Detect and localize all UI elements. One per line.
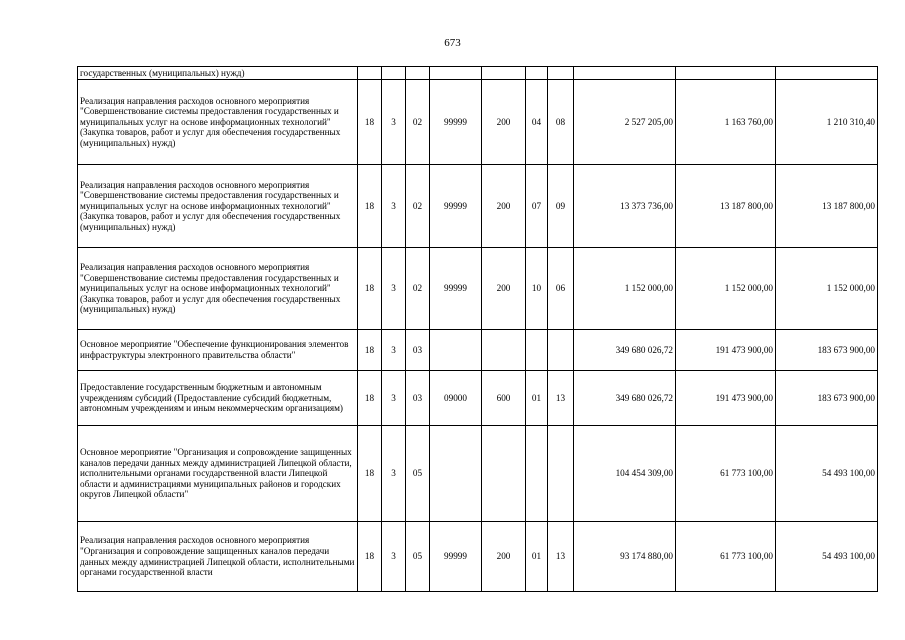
amount-cell: 1 152 000,00: [676, 248, 776, 330]
amount-cell: 349 680 026,72: [574, 371, 676, 426]
amount-cell: 1 163 760,00: [676, 80, 776, 165]
amount-cell: 54 493 100,00: [776, 426, 878, 522]
table-row: [78, 426, 878, 522]
row-name-cell: Основное мероприятие "Организация и сопровождение защищенных каналов передачи данных между администрацией Липецкой области, исполнительными органами государственной власти Липецкой области и администрациями муниципальных районов и городских округов Липецкой области": [78, 426, 358, 522]
code-cell: 3: [382, 371, 406, 426]
code-cell: 04: [526, 80, 548, 165]
amount-cell: 1 210 310,40: [776, 80, 878, 165]
code-cell: 99999: [430, 80, 482, 165]
code-cell: 18: [358, 80, 382, 165]
amount-cell: [574, 67, 676, 80]
code-cell: [548, 330, 574, 371]
code-cell: 18: [358, 426, 382, 522]
amount-cell: 1 152 000,00: [776, 248, 878, 330]
code-cell: 08: [548, 80, 574, 165]
code-cell: 18: [358, 165, 382, 248]
code-cell: 3: [382, 80, 406, 165]
amount-cell: 61 773 100,00: [676, 522, 776, 592]
amount-cell: 13 187 800,00: [676, 165, 776, 248]
amount-cell: 61 773 100,00: [676, 426, 776, 522]
code-cell: 09: [548, 165, 574, 248]
code-cell: 18: [358, 330, 382, 371]
table-row: [78, 330, 878, 371]
code-cell: 600: [482, 371, 526, 426]
row-name-cell: Реализация направления расходов основного мероприятия "Организация и сопровождение защищенных каналов передачи данных между администрацией Липецкой области, исполнительными органами государственной власти: [78, 522, 358, 592]
code-cell: [430, 426, 482, 522]
amount-cell: 54 493 100,00: [776, 522, 878, 592]
code-cell: 3: [382, 165, 406, 248]
amount-cell: 13 373 736,00: [574, 165, 676, 248]
code-cell: 200: [482, 165, 526, 248]
code-cell: [548, 426, 574, 522]
code-cell: [526, 330, 548, 371]
code-cell: 200: [482, 80, 526, 165]
code-cell: [430, 330, 482, 371]
page-number: 673: [444, 37, 461, 49]
table-row: [78, 165, 878, 248]
code-cell: 10: [526, 248, 548, 330]
code-cell: [482, 330, 526, 371]
code-cell: 3: [382, 522, 406, 592]
code-cell: 06: [548, 248, 574, 330]
code-cell: [430, 67, 482, 80]
code-cell: 3: [382, 426, 406, 522]
code-cell: 13: [548, 522, 574, 592]
code-cell: 01: [526, 522, 548, 592]
amount-cell: 13 187 800,00: [776, 165, 878, 248]
table-row: [78, 80, 878, 165]
amount-cell: 1 152 000,00: [574, 248, 676, 330]
code-cell: 200: [482, 248, 526, 330]
row-name-cell: Реализация направления расходов основного мероприятия "Совершенствование системы предоставления государственных и муниципальных услуг на основе информационных технологий" (Закупка товаров, работ и услуг для обеспечения государственных (муниципальных) нужд): [78, 165, 358, 248]
code-cell: 05: [406, 522, 430, 592]
code-cell: 03: [406, 330, 430, 371]
amount-cell: 2 527 205,00: [574, 80, 676, 165]
amount-cell: 104 454 309,00: [574, 426, 676, 522]
code-cell: [358, 67, 382, 80]
table-row: [78, 371, 878, 426]
code-cell: 09000: [430, 371, 482, 426]
code-cell: [526, 426, 548, 522]
table-row: [78, 522, 878, 592]
code-cell: 01: [526, 371, 548, 426]
row-name-cell: Основное мероприятие "Обеспечение функционирования элементов инфраструктуры электронного правительства области": [78, 330, 358, 371]
code-cell: 02: [406, 248, 430, 330]
row-name-cell: Предоставление государственным бюджетным и автономным учреждениям субсидий (Предоставление субсидий бюджетным, автономным учреждениям и иным некоммерческим организациям): [78, 371, 358, 426]
amount-cell: 183 673 900,00: [776, 330, 878, 371]
code-cell: 3: [382, 330, 406, 371]
table-row: [78, 67, 878, 80]
code-cell: [482, 426, 526, 522]
amount-cell: [776, 67, 878, 80]
row-name-cell: Реализация направления расходов основного мероприятия "Совершенствование системы предоставления государственных и муниципальных услуг на основе информационных технологий" (Закупка товаров, работ и услуг для обеспечения государственных (муниципальных) нужд): [78, 248, 358, 330]
code-cell: 03: [406, 371, 430, 426]
row-name-cell: государственных (муниципальных) нужд): [78, 67, 358, 80]
code-cell: 07: [526, 165, 548, 248]
code-cell: 18: [358, 371, 382, 426]
code-cell: 99999: [430, 248, 482, 330]
code-cell: [382, 67, 406, 80]
code-cell: 02: [406, 80, 430, 165]
code-cell: [548, 67, 574, 80]
code-cell: [526, 67, 548, 80]
amount-cell: 93 174 880,00: [574, 522, 676, 592]
amount-cell: 349 680 026,72: [574, 330, 676, 371]
code-cell: 05: [406, 426, 430, 522]
code-cell: 99999: [430, 522, 482, 592]
code-cell: 200: [482, 522, 526, 592]
code-cell: [406, 67, 430, 80]
code-cell: 02: [406, 165, 430, 248]
code-cell: 13: [548, 371, 574, 426]
budget-table: [77, 66, 878, 592]
table-row: [78, 248, 878, 330]
amount-cell: 183 673 900,00: [776, 371, 878, 426]
row-name-cell: Реализация направления расходов основного мероприятия "Совершенствование системы предоставления государственных и муниципальных услуг на основе информационных технологий" (Закупка товаров, работ и услуг для обеспечения государственных (муниципальных) нужд): [78, 80, 358, 165]
code-cell: 18: [358, 522, 382, 592]
code-cell: 3: [382, 248, 406, 330]
amount-cell: [676, 67, 776, 80]
code-cell: [482, 67, 526, 80]
amount-cell: 191 473 900,00: [676, 371, 776, 426]
amount-cell: 191 473 900,00: [676, 330, 776, 371]
code-cell: 18: [358, 248, 382, 330]
code-cell: 99999: [430, 165, 482, 248]
